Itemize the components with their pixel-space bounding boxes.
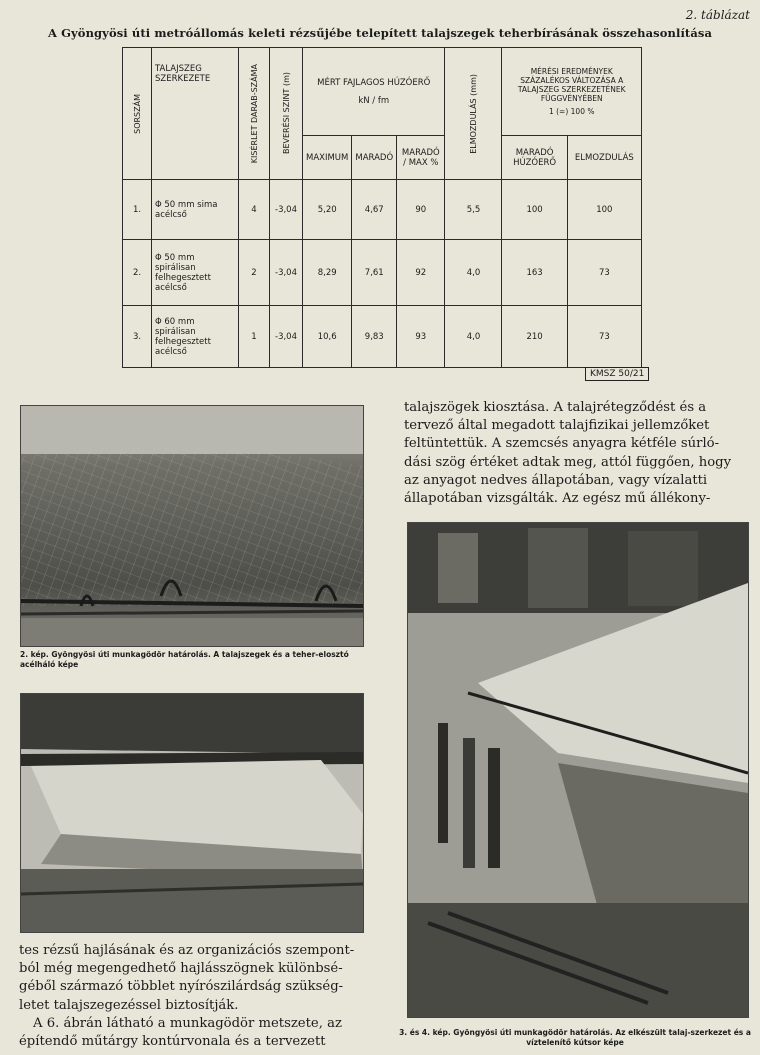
header-mert-group: MÉRT FAJLAGOS HÚZÓERŐ kN / fm: [303, 48, 445, 136]
table-title: A Gyöngyösi úti metróállomás keleti rézsűjébe telepített talajszegek teherbírásának összehasonlítása: [47, 26, 713, 40]
body-text-right: talajszögek kiosztása. A talajrétegződést és a tervező által megadott talajfizikai jellemzőket feltüntettük. A szemcsés anyagra kétféle súrló- dási szög értéket adtak meg, attól függően, hogy az anyagot nedves állapotában, vagy vízalatti állapotában vizsgálták. Az egész mű állékony-: [404, 400, 732, 507]
table-row: 2. Φ 50 mm spirálisan felhegesztett acélcső 2 -3,04 8,29 7,61 92 4,0 163 73: [123, 240, 642, 306]
photo34-caption: 3. és 4. kép. Gyöngyösi úti munkagödör határolás. Az elkészült talaj-szerkezet és a víztelenítő kútsor képe: [399, 1028, 751, 1047]
header-beveresi: BEVERÉSI SZINT (m): [270, 48, 303, 180]
photo2-caption: 2. kép. Gyöngyösi úti munkagödör határolás. A talajszegek és a teher-elosztó acélháló képe: [20, 650, 349, 669]
header-marado: MARADÓ: [352, 136, 397, 180]
header-marado-huzoero: MARADÓ HÚZÓERŐ: [502, 136, 567, 180]
table-number: 2. táblázat: [685, 8, 750, 22]
table-row: 3. Φ 60 mm spirálisan felhegesztett acélcső 1 -3,04 10,6 9,83 93 4,0 210 73: [123, 306, 642, 368]
photo-soil-nails-mesh: [20, 405, 364, 647]
header-elmozdulas2: ELMOZDULÁS: [567, 136, 641, 180]
table-row: 1. Φ 50 mm sima acélcső 4 -3,04 5,20 4,67 90 5,5 100 100: [123, 180, 642, 240]
header-talajszeg: TALAJSZEG SZERKEZETE: [152, 48, 239, 180]
photo-completed-structure: [407, 522, 749, 1018]
photo-excavation-slope: [20, 693, 364, 933]
header-marado-max: MARADÓ / MAX %: [397, 136, 445, 180]
comparison-table: [122, 47, 642, 368]
header-darab: KISÉRLET DARAB-SZÁMA: [239, 48, 270, 180]
header-maximum: MAXIMUM: [303, 136, 352, 180]
table-reference: KMSZ 50/21: [585, 367, 649, 381]
header-sorszam: SORSZÁM: [123, 48, 152, 180]
body-text-left: tes rézsű hajlásának és az organizációs szempont- ból még megengedhető hajlásszögnek különbsé- géből származó többlet nyírószilárdság szükség- letet talajszegezéssel biztosítják. A 6. ábrán látható a munkagödör metszete, az építendő műtárgy kontúrvonala és a tervezett: [19, 943, 355, 1050]
header-elmozdulas: ELMOZDULÁS (mm): [445, 48, 502, 180]
header-meresi-group: MÉRÉSI EREDMÉNYEK SZÁZALÉKOS VÁLTOZÁSA A TALAJSZEG SZERKEZETÉNEK FÜGGVÉNYÉBEN 1 (=) 100 %: [502, 48, 642, 136]
